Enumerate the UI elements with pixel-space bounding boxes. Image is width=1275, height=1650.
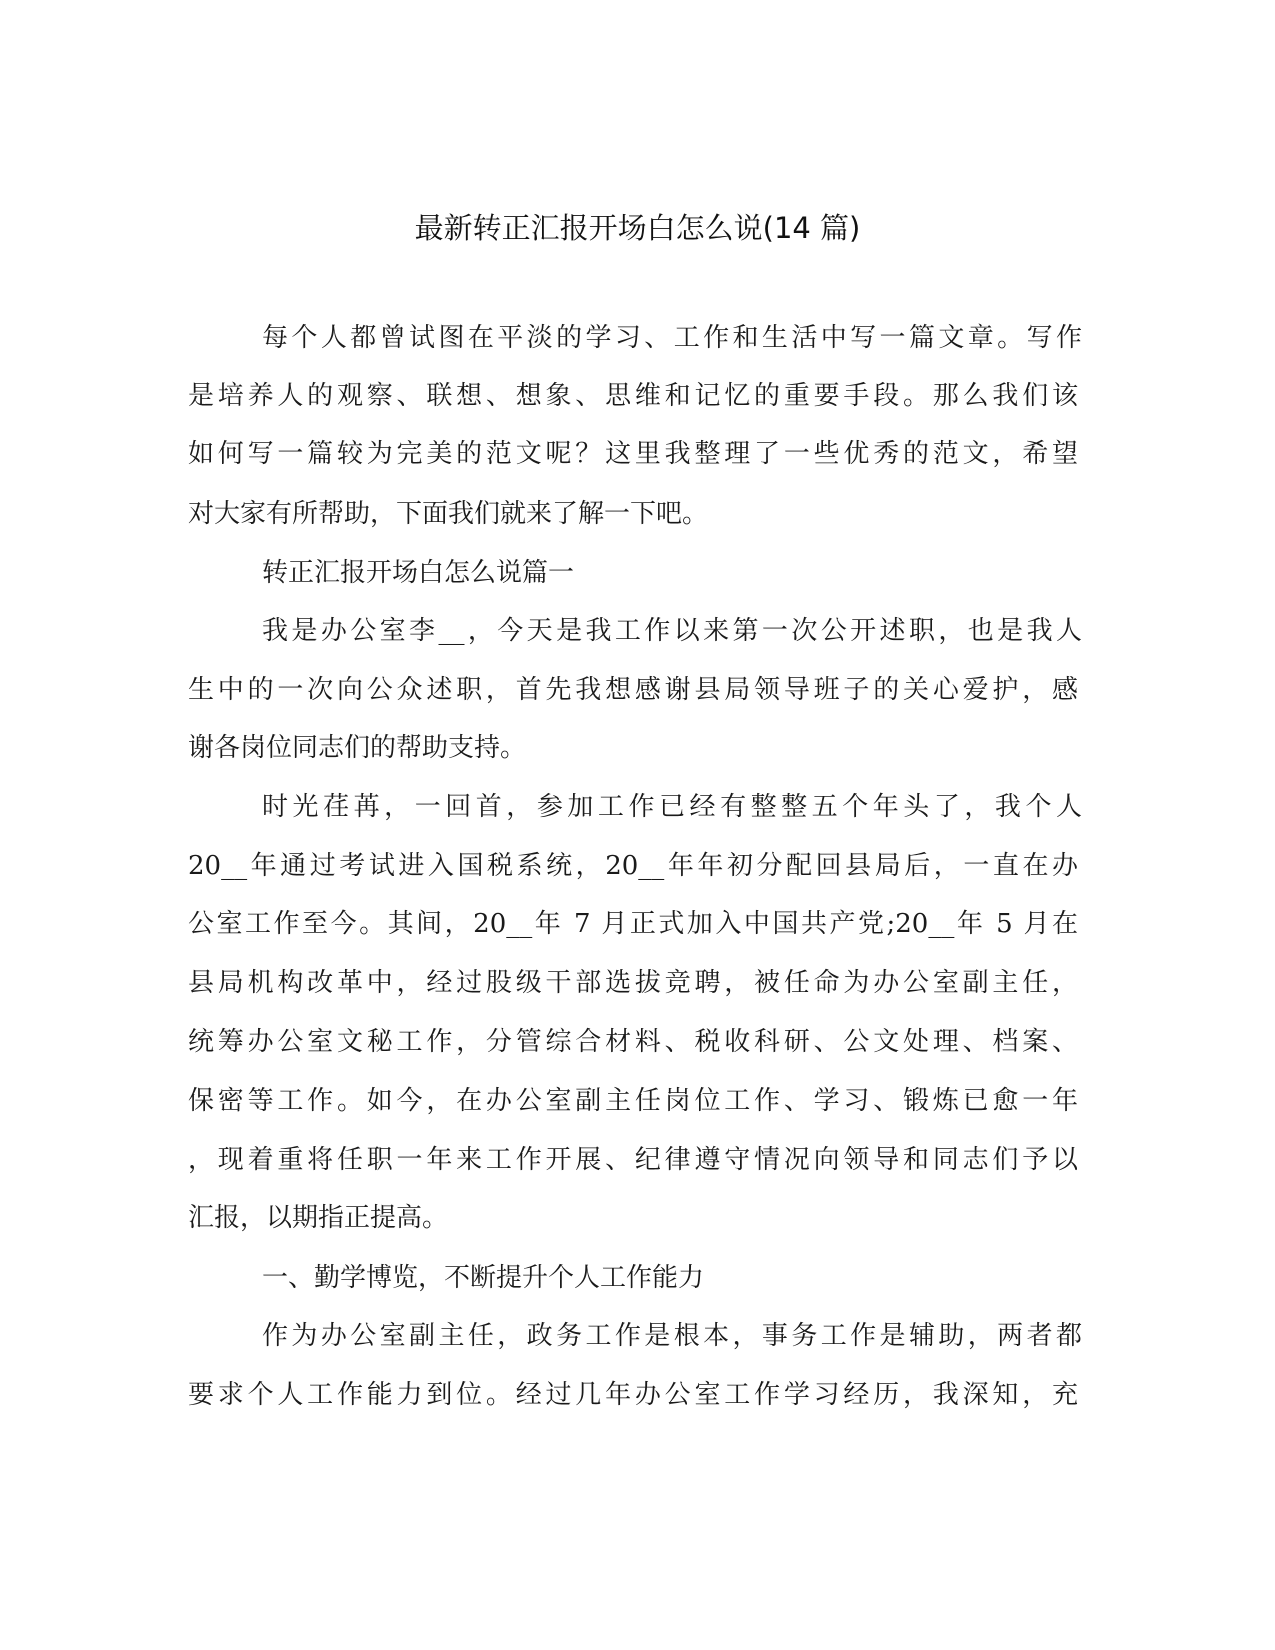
paragraph-line: 对大家有所帮助，下面我们就来了解一下吧。 [188,499,709,529]
section-heading: 一、勤学博览，不断提升个人工作能力 [262,1263,705,1293]
paragraph-line: 要求个人工作能力到位。经过几年办公室工作学习经历，我深知，充 [188,1380,1078,1410]
document-title: 最新转正汇报开场白怎么说(14 篇) [414,211,861,245]
paragraph-line: 作为办公室副主任，政务工作是根本，事务工作是辅助，两者都 [262,1321,1082,1351]
paragraph-line: 是培养人的观察、联想、想象、思维和记忆的重要手段。那么我们该 [188,381,1078,411]
paragraph-line: 汇报，以期指正提高。 [188,1203,449,1233]
paragraph-line: 每个人都曾试图在平淡的学习、工作和生活中写一篇文章。写作 [262,323,1082,353]
paragraph-line: ，现着重将任职一年来工作开展、纪律遵守情况向领导和同志们予以 [188,1145,1078,1175]
paragraph-line: 公室工作至今。其间，20__年 7 月正式加入中国共产党;20__年 5 月在 [188,909,1078,939]
paragraph-line: 时光荏苒，一回首，参加工作已经有整整五个年头了，我个人 [262,792,1082,822]
paragraph-line: 保密等工作。如今，在办公室副主任岗位工作、学习、锻炼已愈一年 [188,1086,1078,1116]
paragraph-line: 如何写一篇较为完美的范文呢？这里我整理了一些优秀的范文，希望 [188,439,1078,469]
paragraph-line: 生中的一次向公众述职，首先我想感谢县局领导班子的关心爱护，感 [188,675,1078,705]
paragraph-line: 县局机构改革中，经过股级干部选拔竞聘，被任命为办公室副主任， [188,968,1078,998]
section-heading: 转正汇报开场白怎么说篇一 [262,558,575,588]
paragraph-line: 谢各岗位同志们的帮助支持。 [188,733,527,763]
paragraph-line: 20__年通过考试进入国税系统，20__年年初分配回县局后，一直在办 [188,851,1078,881]
paragraph-line: 我是办公室李__，今天是我工作以来第一次公开述职，也是我人 [262,616,1082,646]
paragraph-line: 统筹办公室文秘工作，分管综合材料、税收科研、公文处理、档案、 [188,1027,1078,1057]
